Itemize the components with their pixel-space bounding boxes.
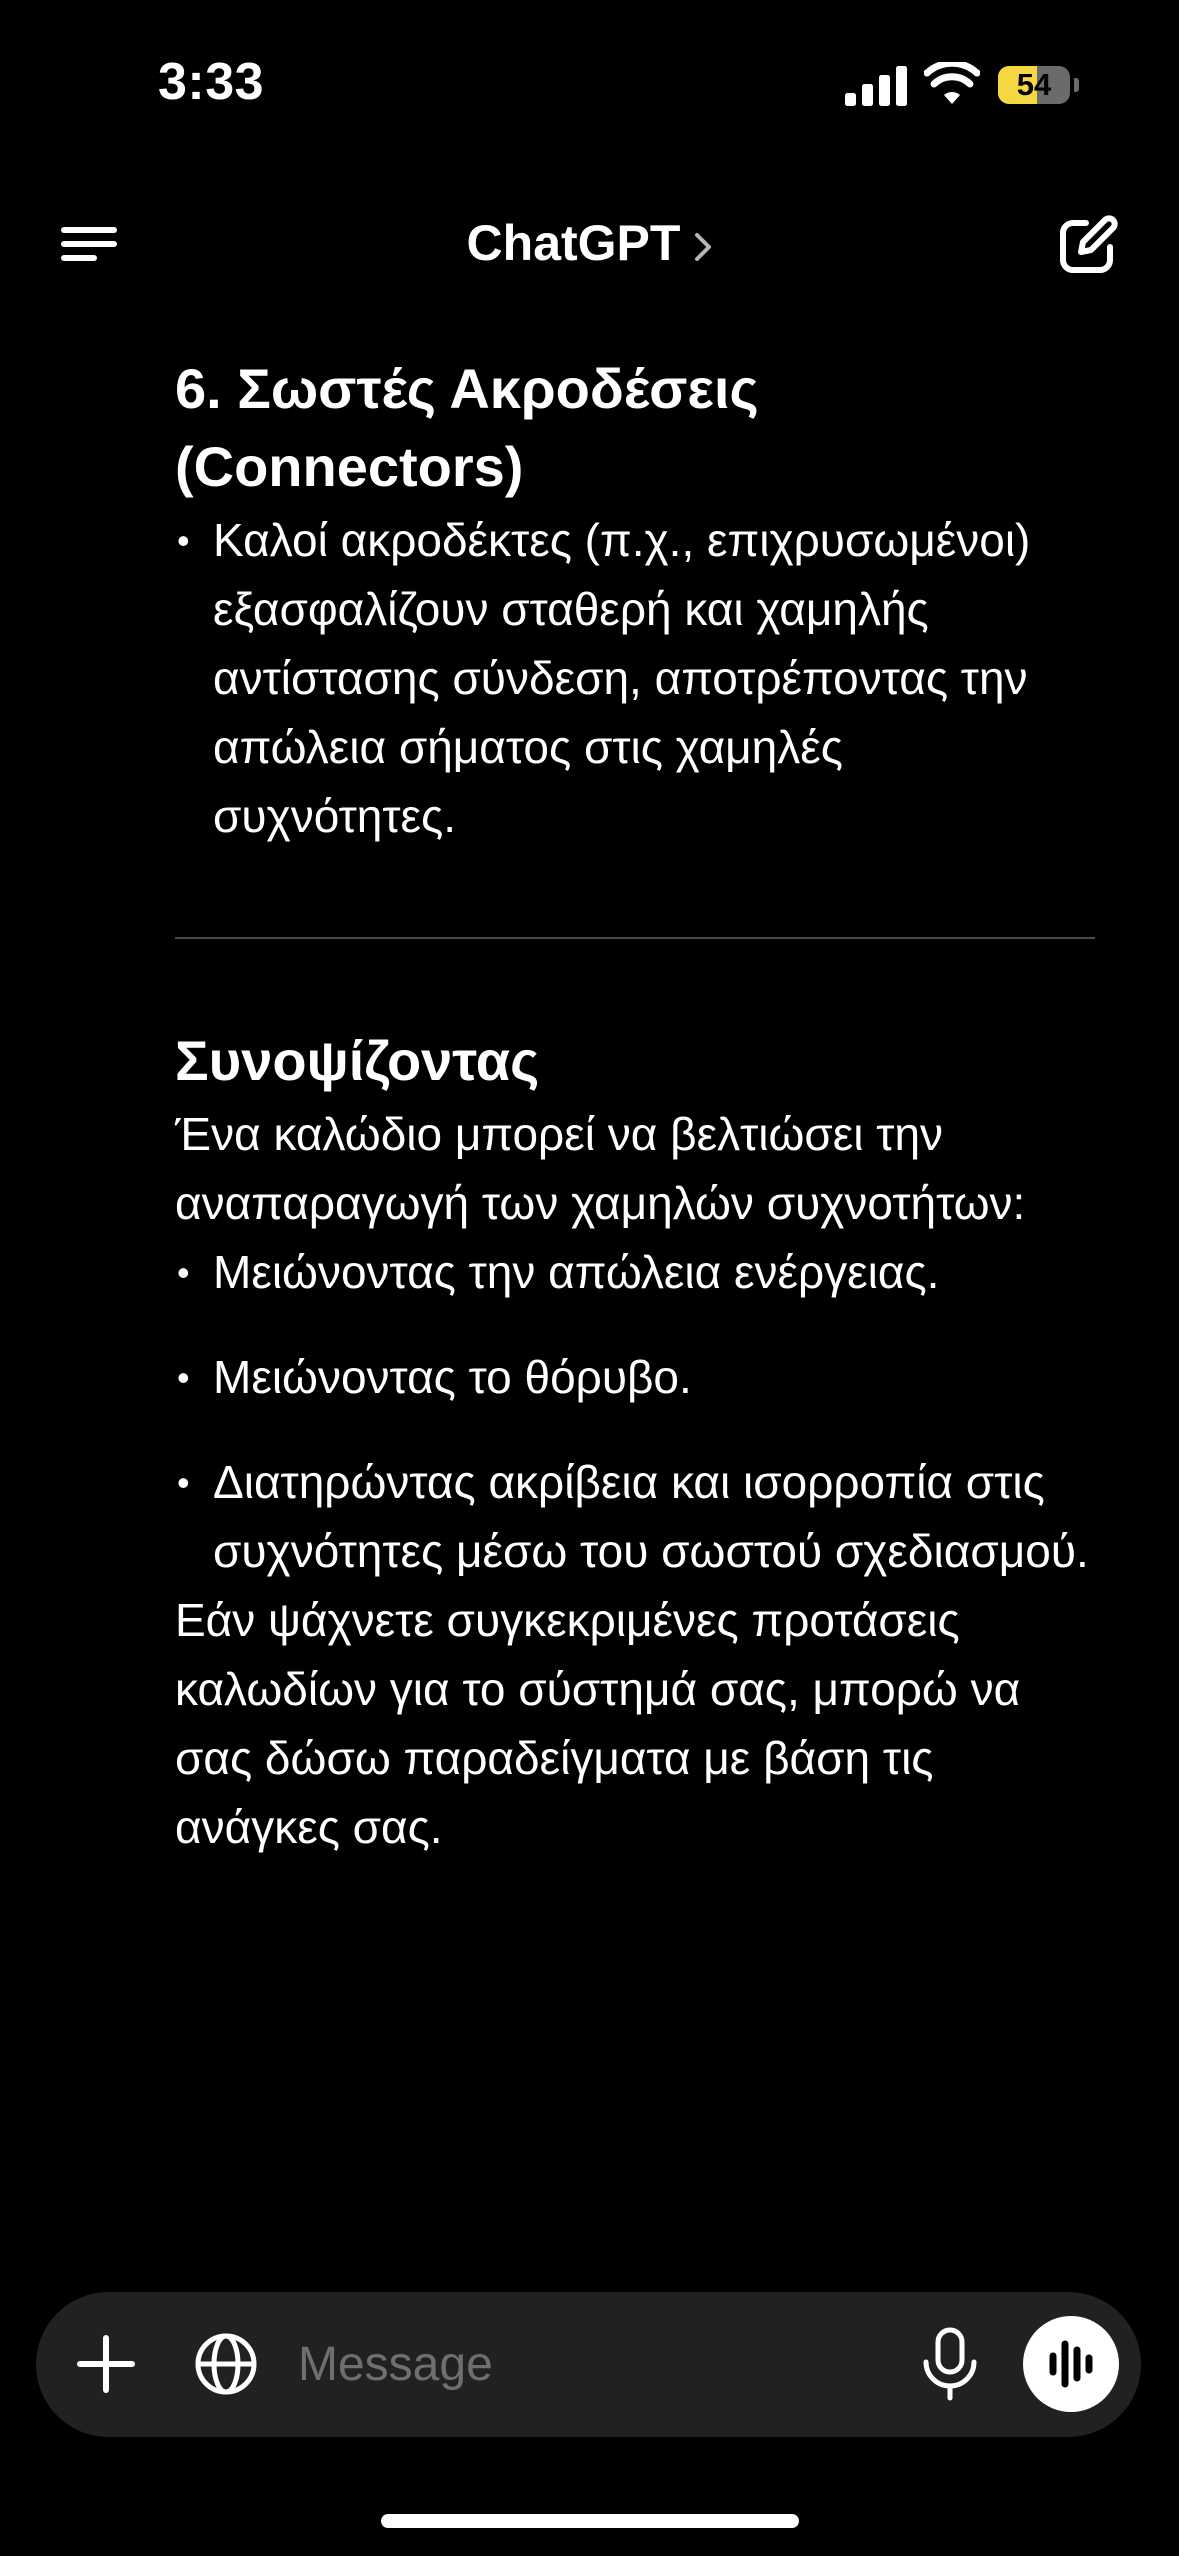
summary-intro: Ένα καλώδιο μπορεί να βελτιώσει την αναπαραγωγή των χαμηλών συχνοτήτων: xyxy=(175,1108,1026,1229)
list-item: • Μειώνοντας την απώλεια ενέργειας. xyxy=(175,1238,1095,1307)
battery-level-text: 54 xyxy=(1016,67,1052,102)
globe-icon[interactable] xyxy=(194,2332,258,2396)
summary-heading: Συνοψίζοντας xyxy=(175,1029,540,1092)
model-selector[interactable] xyxy=(0,214,1179,272)
assistant-message xyxy=(175,350,1095,1862)
wifi-icon xyxy=(924,62,980,104)
model-title: ChatGPT xyxy=(466,215,681,271)
microphone-icon[interactable] xyxy=(918,2326,982,2402)
summary-bullet-list xyxy=(175,1238,1095,1586)
battery-icon xyxy=(998,66,1070,104)
divider xyxy=(175,937,1095,939)
new-chat-icon[interactable] xyxy=(1055,212,1121,278)
voice-mode-button[interactable] xyxy=(1023,2316,1119,2412)
composer xyxy=(36,2292,1141,2437)
signal-icon xyxy=(845,66,907,106)
battery-cap xyxy=(1074,78,1079,92)
list-item: • Καλοί ακροδέκτες (π.χ., επιχρυσωμένοι) εξασφαλίζουν σταθερή και χαμηλής αντίστασης σύνδεση, αποτρέποντας την απώλεια σήματος στις χαμηλές συχνότητες. xyxy=(175,506,1095,851)
voice-mode-icon xyxy=(1023,2316,1119,2412)
section-heading: 6. Σωστές Ακροδέσεις (Connectors) xyxy=(175,357,759,498)
list-item: • Μειώνοντας το θόρυβο. xyxy=(175,1343,1095,1412)
status-time: 3:33 xyxy=(158,53,265,111)
list-item: • Διατηρώντας ακρίβεια και ισορροπία στις συχνότητες μέσω του σωστού σχεδιασμού. xyxy=(175,1448,1095,1586)
chevron-right-icon xyxy=(694,232,712,262)
closing-paragraph: Εάν ψάχνετε συγκεκριμένες προτάσεις καλωδίων για το σύστημά σας, μπορώ να σας δώσω παραδείγματα με βάση τις ανάγκες σας. xyxy=(175,1594,1021,1853)
message-input[interactable] xyxy=(298,2328,928,2400)
section-bullet-list xyxy=(175,506,1095,851)
home-indicator xyxy=(381,2514,799,2528)
status-bar xyxy=(0,0,1179,170)
plus-icon[interactable] xyxy=(76,2334,136,2394)
nav-bar xyxy=(0,190,1179,300)
